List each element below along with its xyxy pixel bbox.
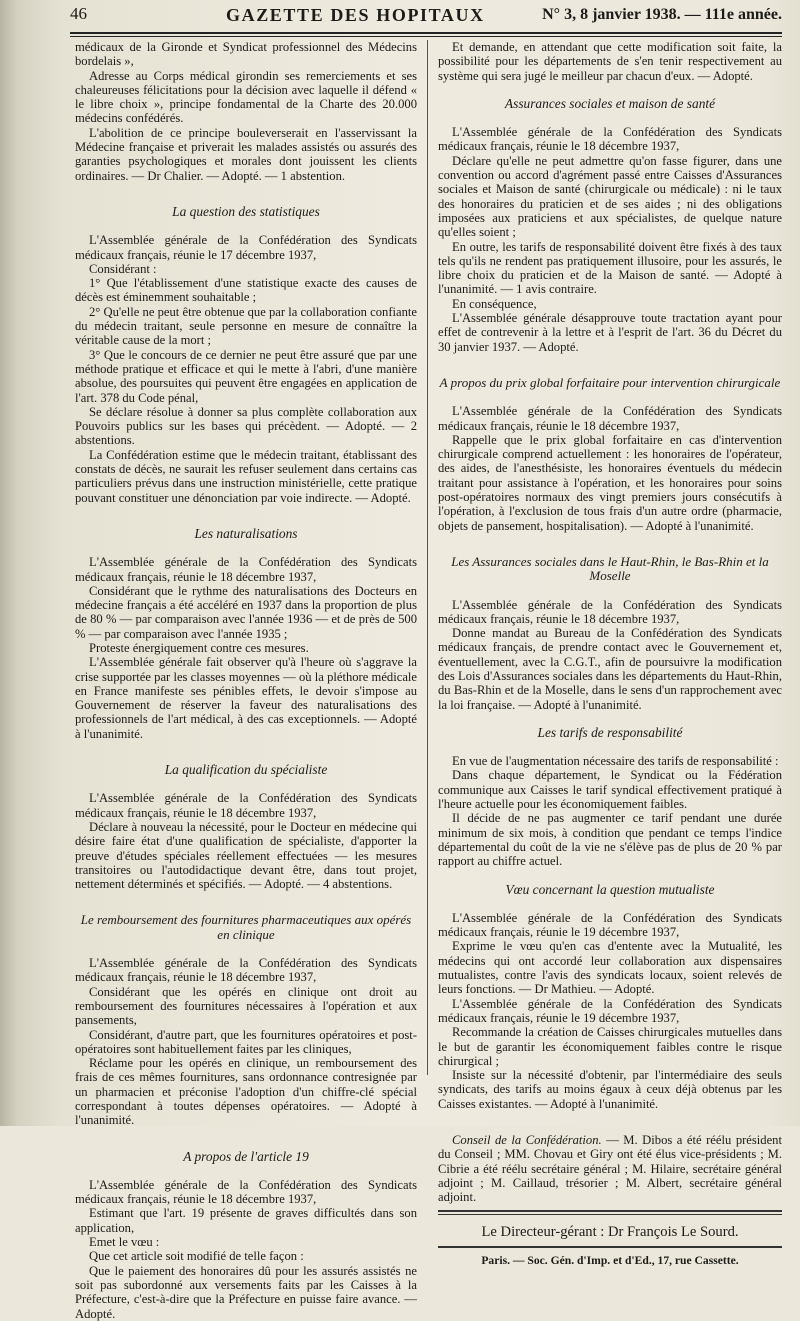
council-paragraph [438, 1133, 782, 1204]
paragraph: 2° Qu'elle ne peut être obtenue que par la collaboration confiante du médecin traitant, seule personne en mesure de connaître la véritable cause de la mort ; [75, 304, 417, 348]
paragraph: Que cet article soit modifié de telle façon : [89, 1249, 304, 1264]
paragraph: L'Assemblée générale de la Confédération des Syndicats médicaux français, réunie le 18 décembre 1937, [75, 791, 417, 820]
paragraph: Adresse au Corps médical girondin ses remerciements et ses chaleureuses félicitations pour la décision avec laquelle il défend « le libre choix », principe fondamental de la Charte des 20.000 médecins confédérés. [75, 68, 417, 126]
paragraph: médicaux de la Gironde et Syndicat professionnel des Médecins bordelais », [75, 40, 417, 69]
paragraph: 1° Que l'établissement d'une statistique exacte des causes de décès est éminemment souhaitable ; [75, 276, 417, 305]
section-heading: Les naturalisations [194, 525, 298, 541]
paragraph: L'Assemblée générale de la Confédération des Syndicats médicaux français, réunie le 19 décembre 1937, [438, 996, 782, 1025]
paragraph: Recommande la création de Caisses chirurgicales mutuelles dans le but de garantir les économiquement faibles contre le risque chirurgical ; [438, 1025, 782, 1068]
section-heading: Les Assurances sociales dans le Haut-Rhin, le Bas-Rhin et la Moselle [451, 553, 769, 584]
paragraph: L'Assemblée générale désapprouve toute tractation ayant pour effet de contrevenir à la lettre et à l'esprit de l'art. 36 du Décret du 30 janvier 1937. — Adopté. [438, 311, 782, 354]
paragraph: L'Assemblée générale de la Confédération des Syndicats médicaux français, réunie le 18 décembre 1937, [438, 125, 782, 154]
paragraph: Dans chaque département, le Syndicat ou la Fédération communique aux Caisses le tarif syndical effectivement pratiqué à l'heure actuelle pour les économiquement faibles. [438, 768, 782, 812]
paragraph: Considérant : [89, 261, 157, 276]
paragraph: L'Assemblée générale de la Confédération des Syndicats médicaux français, réunie le 18 décembre 1937, [75, 1177, 417, 1207]
paragraph: Se déclare résolue à donner sa plus complète collaboration aux Pouvoirs publics sur les bases qui précèdent. — Adopté. — 2 abstentions. [75, 404, 417, 448]
paragraph: Considérant que les opérés en clinique ont droit au remboursement des fournitures nécessaires à l'opération et aux pansements, [75, 984, 417, 1028]
section-heading: Les tarifs de responsabilité [537, 724, 683, 740]
paragraph: 3° Que le concours de ce dernier ne peut être assuré que par une méthode pratique et efficace et qui le mette à l'abri, d'une manière absolue, des poursuites qui peuvent être engagées en application de l'art. 378 du Code pénal, [75, 347, 417, 405]
paragraph: L'Assemblée générale de la Confédération des Syndicats médicaux français, réunie le 19 décembre 1937, [438, 910, 782, 940]
paragraph: La Confédération estime que le médecin traitant, établissant des constats de décès, ne saurait les refuser seulement dans certains cas particuliers prévus dans une instruction ministérielle, cette pratique pouvant constituer une dénonciation par voie indirecte. — Adopté. [75, 447, 417, 505]
paragraph: En outre, les tarifs de responsabilité doivent être fixés à des taux tels qu'ils ne rendent pas pratiquement illusoire, pour les assurés, le libre choix du praticien et de la Maison de santé. — Adopté à l'unanimité. — 1 avis contraire. [438, 239, 782, 297]
paragraph: Et demande, en attendant que cette modification soit faite, la possibilité pour les départements de s'en tenir respectivement au système qui sera jugé le meilleur par chacun d'eux. — Adopté. [438, 40, 782, 83]
closing-rule [438, 1210, 782, 1212]
paragraph: L'Assemblée générale fait observer qu'à l'heure où s'aggrave la crise supportée par les classes moyennes — où la pléthore médicale en France manifeste ses pénibles effets, le devoir s'impose au Gouvernement de réserver la faveur des naturalisations des professionnels de l'art médical, à des cas exceptionnels. — Adopté à l'unanimité. [75, 655, 417, 741]
right-column [438, 40, 782, 1268]
paragraph: Réclame pour les opérés en clinique, un remboursement des frais de ces mêmes fournitures, sans ordonnance contresignée par un pharmacien et préconise l'adoption d'un chiffre-clé spécial correspondant à toutes dépenses opératoires. — Adopté à l'unanimité. [75, 1056, 417, 1128]
paragraph: Que le paiement des honoraires dû pour les assurés assistés ne soit pas subordonné aux versements faits par les Caisses à la Préfecture, c'est-à-dire que la Préfecture en puisse faire avance. — Adopté. [75, 1263, 417, 1321]
council-text: — M. Dibos a été réélu président du Conseil ; MM. Chovau et Giry ont été élus vice-présidents ; M. Cibrie a été réélu secrétaire général ; M. Hilaire, secrétaire général adjoint ; M. Caillaud, trésorier ; M. Albert, secrétaire général adjoint. [438, 1133, 782, 1205]
paragraph: L'Assemblée générale de la Confédération des Syndicats médicaux français, réunie le 18 décembre 1937, [438, 597, 782, 626]
paragraph: Proteste énergiquement contre ces mesures. [89, 640, 309, 655]
page-header [70, 4, 782, 34]
section-heading: Le remboursement des fournitures pharmaceutiques aux opérés en clinique [80, 912, 412, 942]
section-heading: Assurances sociales et maison de santé [504, 95, 716, 111]
section-heading: La question des statistiques [172, 203, 320, 219]
paragraph: L'Assemblée générale de la Confédération des Syndicats médicaux français, réunie le 17 décembre 1937, [75, 233, 417, 262]
column-divider [427, 40, 428, 1075]
paragraph: En conséquence, [452, 296, 537, 311]
header-rule [70, 32, 782, 34]
paragraph: L'Assemblée générale de la Confédération des Syndicats médicaux français, réunie le 18 décembre 1937, [438, 404, 782, 433]
section-heading: Vœu concernant la question mutualiste [505, 881, 715, 897]
paragraph: Rappelle que le prix global forfaitaire en cas d'intervention chirurgicale comprend actuellement : les honoraires de l'opérateur, des aides, de l'anesthésiste, les honoraires éventuels du médecin traitant pour assistance à l'opération, et les honoraires pour soins post-opératoires normaux des vingt premiers jours consécutifs à l'opération, à l'exclusion de tous frais d'un autre ordre (pharmacie, objets de pansement, hospitalisation). — Adopté à l'unanimité. [438, 432, 782, 533]
paragraph: Exprime le vœu qu'en cas d'entente avec la Mutualité, les médecins qui ont accordé leur collaboration aux dispensaires mutualistes, contre l'avis des syndicats locaux, soient relevés de leurs fonctions. — Dr Mathieu. — Adopté. [438, 939, 782, 997]
paragraph: Estimant que l'art. 19 présente de graves difficultés dans son application, [75, 1206, 417, 1235]
journal-title: GAZETTE DES HOPITAUX [226, 5, 485, 25]
paragraph: L'abolition de ce principe bouleverserait en l'asservissant la Médecine française et priverait les malades assistés ou assurés des garanties psychologiques et morales dont jouissent les clients ordinaires. — Dr Chalier. — Adopté. — 1 abstention. [75, 125, 417, 183]
page-number: 46 [70, 4, 87, 23]
printer-imprint: Paris. — Soc. Gén. d'Imp. et d'Ed., 17, rue Cassette. [481, 1253, 739, 1267]
paragraph: L'Assemblée générale de la Confédération des Syndicats médicaux français, réunie le 18 décembre 1937, [75, 956, 417, 985]
paragraph: Déclare à nouveau la nécessité, pour le Docteur en médecine qui désire faire état d'une qualification de spécialiste, d'apporter la preuve d'études spéciales réellement effectuées — les mesures transitoires ou l'autodidactique devant être, dans tout projet, nettement déterminés et spécifiés. — Adopté. — 4 abstentions. [75, 819, 417, 892]
left-column [75, 40, 417, 1321]
paragraph: En vue de l'augmentation nécessaire des tarifs de responsabilité : [452, 754, 779, 769]
paragraph: Donne mandat au Bureau de la Confédération des Syndicats médicaux français, de prendre contact avec le Gouvernement et, éventuellement, avec la C.G.T., afin de poursuivre la modification des Lois d'Assurances sociales dans les départements du Haut-Rhin, du Bas-Rhin et de la Moselle, dans le sens d'un rapprochement avec la loi française. — Adopté à l'unanimité. [438, 626, 782, 712]
council-heading: Conseil de la Confédération. [452, 1133, 602, 1147]
section-heading: La qualification du spécialiste [164, 762, 328, 778]
paragraph: Il décide de ne pas augmenter ce tarif pendant une durée minimum de six mois, à condition que pendant ce temps l'indice départemental du coût de la vie ne s'élève pas de plus de 20 % par rapport au chiffre actuel. [438, 811, 782, 869]
paragraph: Insiste sur la nécessité d'obtenir, par l'intermédiaire des seuls syndicats, des tarifs au moins égaux à ceux déjà obtenus par les Caisses existantes. — Adopté à l'unanimité. [438, 1068, 782, 1111]
section-heading: A propos du prix global forfaitaire pour intervention chirurgicale [439, 374, 781, 390]
paragraph: Déclare qu'elle ne peut admettre qu'on fasse figurer, dans une convention ou accord d'agrément passé entre Caisses d'Assurances sociales et Maison de santé (chirurgicale ou médicale) : ni le taux des honoraires du praticien et de ses aides ; ni des obligations imposées aux praticiens et aux spécialistes, de quelque nature qu'elles soient ; [438, 153, 782, 240]
paragraph: Considérant, d'autre part, que les fournitures opératoires et post-opératoires sont habituellement faites par les cliniques, [75, 1027, 417, 1056]
issue-info: N° 3, 8 janvier 1938. — 111e année. [542, 6, 782, 23]
imprint-rule [438, 1246, 782, 1248]
paragraph: Considérant que le rythme des naturalisations des Docteurs en médecine français a été accéléré en 1937 dans la proportion de plus de 80 % — par comparaison avec l'année 1936 — et de près de 500 % — par comparaison avec l'année 1935 ; [75, 583, 417, 641]
section-heading: A propos de l'article 19 [183, 1148, 309, 1164]
paragraph: L'Assemblée générale de la Confédération des Syndicats médicaux français, réunie le 18 décembre 1937, [75, 555, 417, 584]
paragraph: Emet le vœu : [89, 1235, 160, 1250]
closing-rule-thin [438, 1214, 782, 1215]
header-rule-thin [70, 36, 782, 37]
director-signature: Le Directeur-gérant : Dr François Le Sourd. [481, 1224, 739, 1241]
